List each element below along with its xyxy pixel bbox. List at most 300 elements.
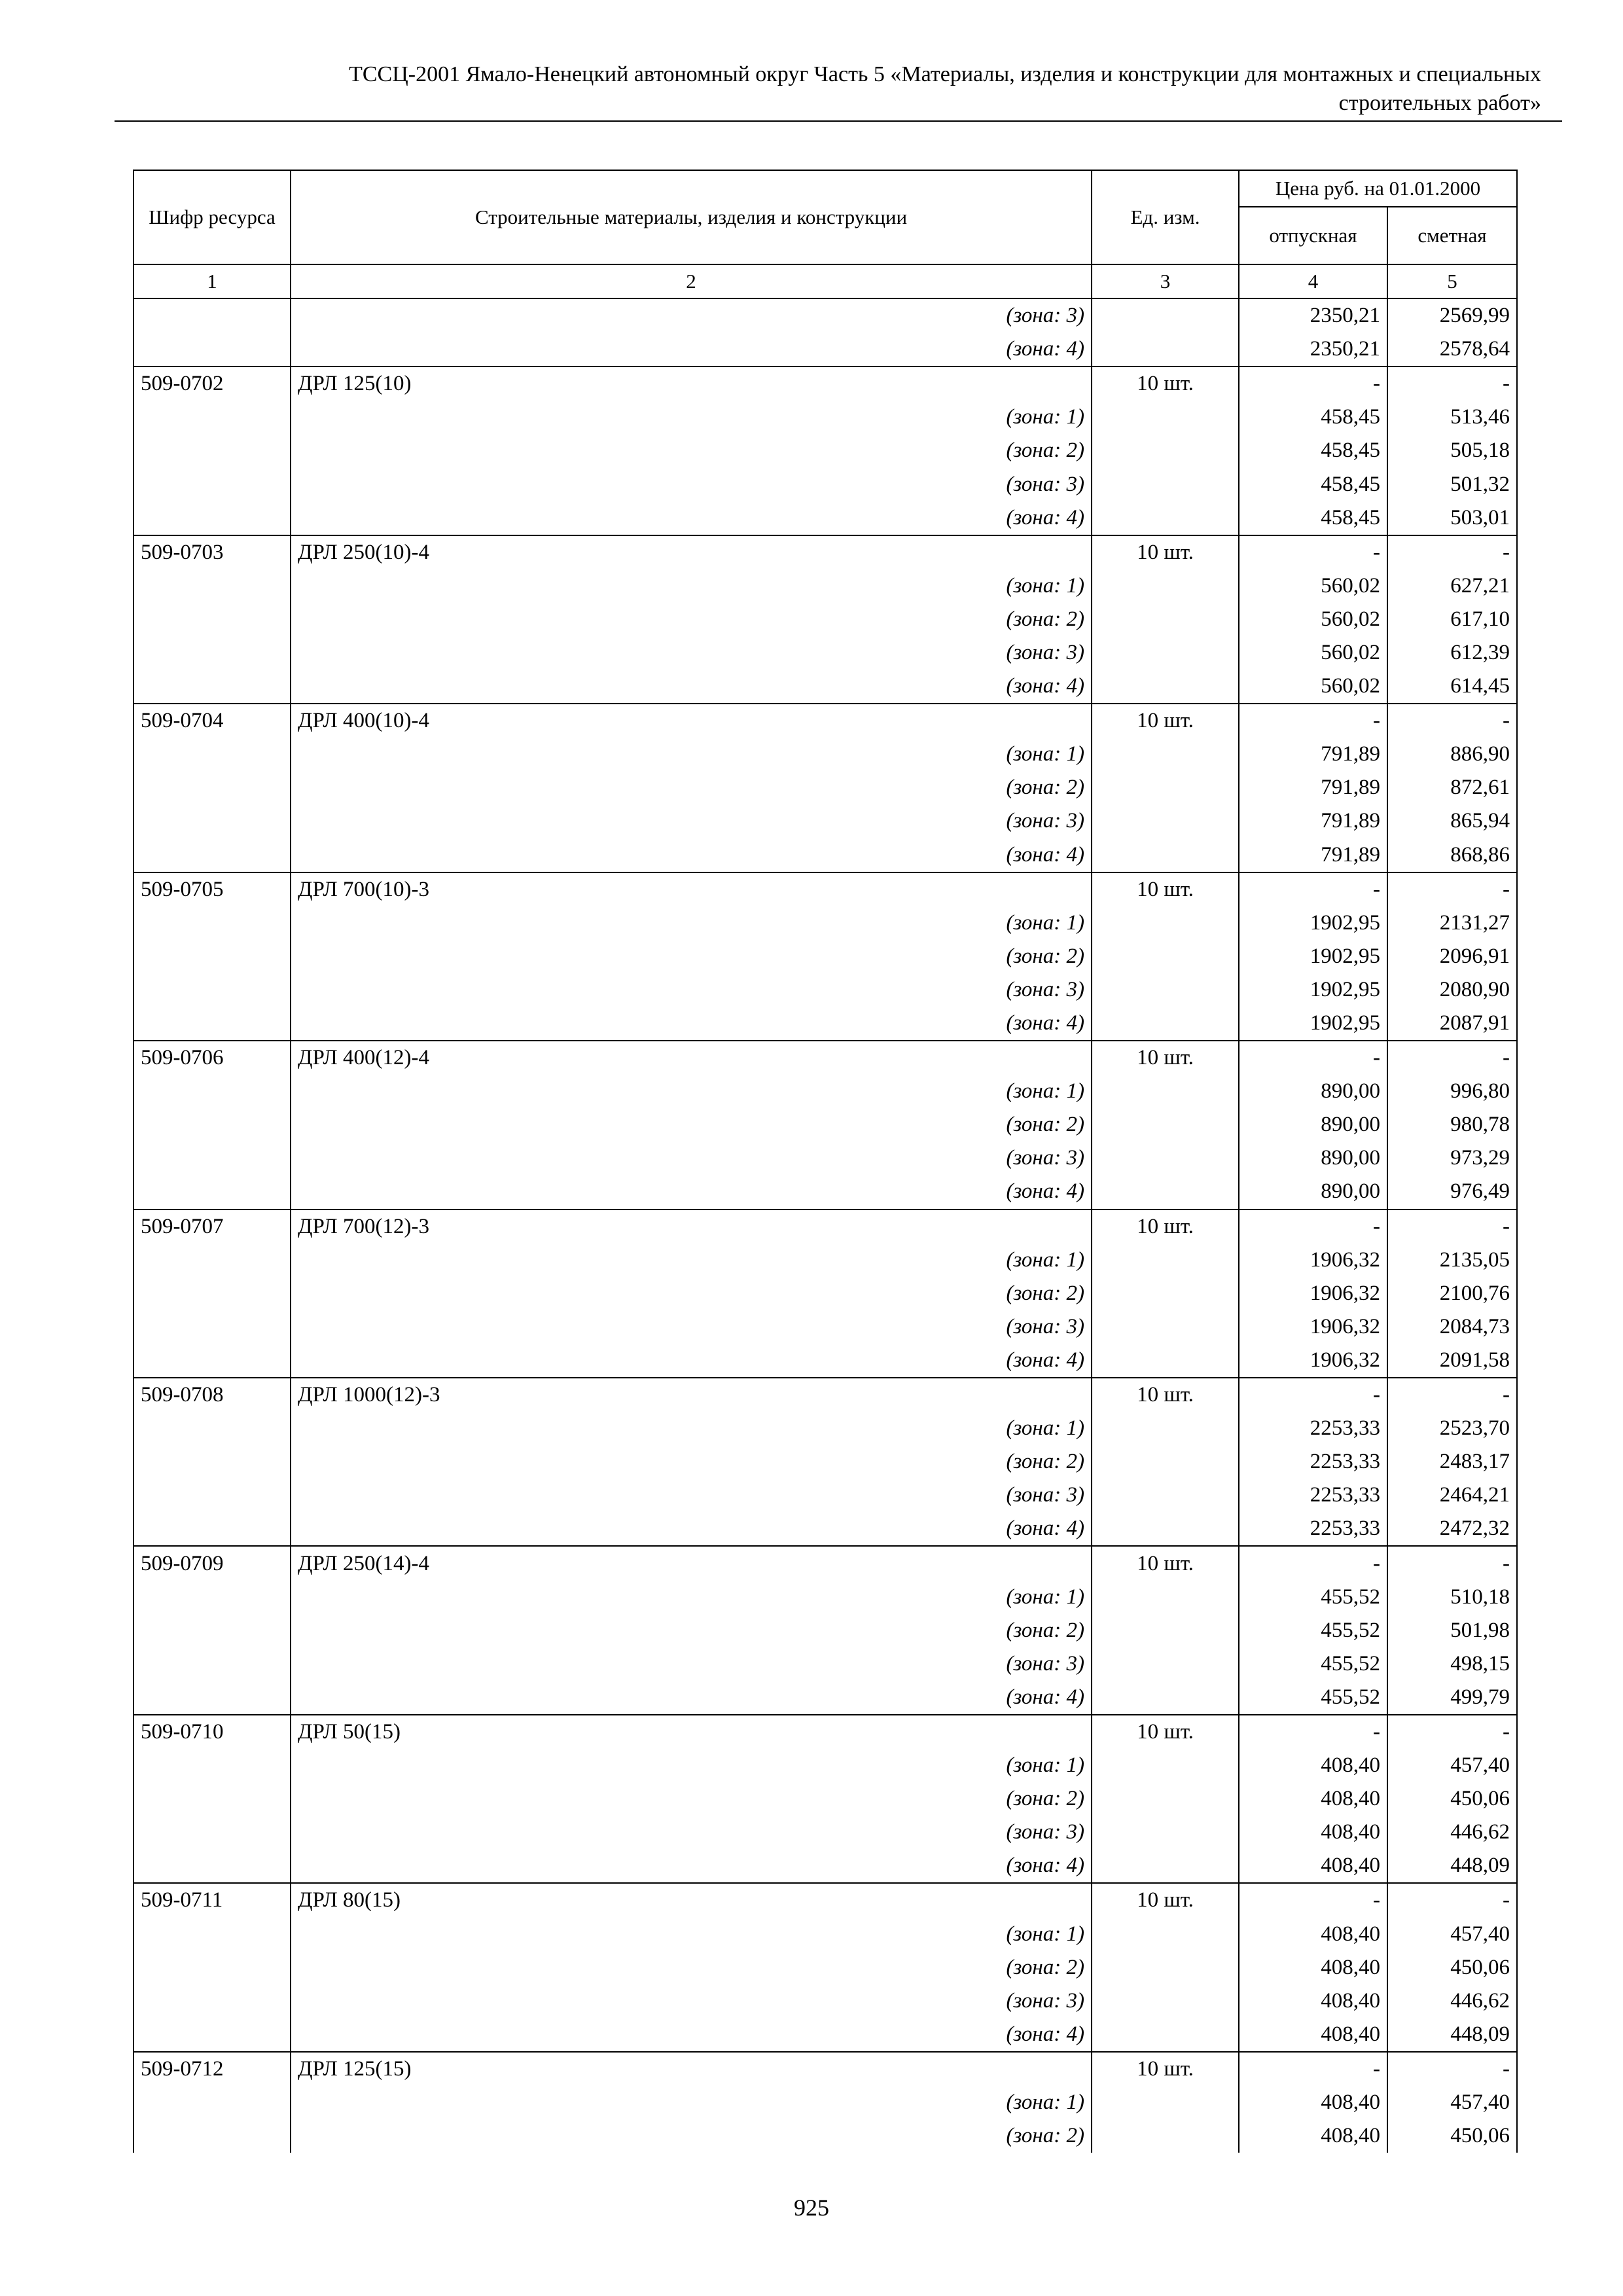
zone-row bbox=[134, 1681, 1517, 1715]
header-line-1: ТССЦ-2001 Ямало-Ненецкий автономный округ Часть 5 «Материалы, изделия и конструкции для монтажных и специальных bbox=[349, 62, 1541, 86]
zone-label: (зона: 3) bbox=[291, 1310, 1092, 1344]
wholesale-price: 408,40 bbox=[1239, 1849, 1387, 1883]
zone-label: (зона: 2) bbox=[291, 771, 1092, 804]
resource-code: 509-0703 bbox=[134, 535, 291, 569]
header-code: Шифр ресурса bbox=[134, 170, 291, 264]
wholesale-price: - bbox=[1239, 1883, 1387, 1917]
zone-row bbox=[134, 1816, 1517, 1849]
estimate-price: 450,06 bbox=[1387, 2119, 1517, 2153]
unit-cell bbox=[1092, 1108, 1239, 1141]
wholesale-price: - bbox=[1239, 1546, 1387, 1580]
wholesale-price: 1906,32 bbox=[1239, 1277, 1387, 1310]
zone-label: (зона: 2) bbox=[291, 1445, 1092, 1479]
wholesale-price: 890,00 bbox=[1239, 1141, 1387, 1175]
wholesale-price: 458,45 bbox=[1239, 401, 1387, 434]
zone-row bbox=[134, 298, 1517, 332]
zone-row bbox=[134, 1918, 1517, 1951]
estimate-price: 446,62 bbox=[1387, 1816, 1517, 1849]
wholesale-price: 2253,33 bbox=[1239, 1512, 1387, 1546]
estimate-price: 2080,90 bbox=[1387, 973, 1517, 1007]
unit-cell bbox=[1092, 906, 1239, 940]
zone-row bbox=[134, 1614, 1517, 1647]
wholesale-price: 1906,32 bbox=[1239, 1244, 1387, 1277]
estimate-price: 457,40 bbox=[1387, 1918, 1517, 1951]
resource-code-cell bbox=[134, 401, 291, 434]
resource-code-cell bbox=[134, 501, 291, 535]
unit-cell bbox=[1092, 467, 1239, 501]
zone-row bbox=[134, 973, 1517, 1007]
zone-row bbox=[134, 501, 1517, 535]
zone-row bbox=[134, 906, 1517, 940]
resource-code-cell bbox=[134, 1141, 291, 1175]
resource-unit: 10 шт. bbox=[1092, 2052, 1239, 2086]
resource-code-cell bbox=[134, 1007, 291, 1041]
wholesale-price: 408,40 bbox=[1239, 2018, 1387, 2052]
resource-code-cell bbox=[134, 434, 291, 467]
estimate-price: 980,78 bbox=[1387, 1108, 1517, 1141]
resource-code-cell bbox=[134, 1681, 291, 1715]
estimate-price: 450,06 bbox=[1387, 1951, 1517, 1984]
wholesale-price: 2350,21 bbox=[1239, 298, 1387, 332]
resource-name: ДРЛ 700(10)-3 bbox=[291, 872, 1092, 906]
resource-unit: 10 шт. bbox=[1092, 1378, 1239, 1412]
zone-label: (зона: 4) bbox=[291, 1849, 1092, 1883]
unit-cell bbox=[1092, 2018, 1239, 2052]
unit-cell bbox=[1092, 973, 1239, 1007]
wholesale-price: 791,89 bbox=[1239, 804, 1387, 838]
estimate-price: - bbox=[1387, 2052, 1517, 2086]
wholesale-price: 890,00 bbox=[1239, 1108, 1387, 1141]
wholesale-price: 408,40 bbox=[1239, 2119, 1387, 2153]
zone-row bbox=[134, 1310, 1517, 1344]
zone-label: (зона: 3) bbox=[291, 467, 1092, 501]
wholesale-price: 1902,95 bbox=[1239, 1007, 1387, 1041]
resource-name: ДРЛ 50(15) bbox=[291, 1715, 1092, 1749]
wholesale-price: 2253,33 bbox=[1239, 1445, 1387, 1479]
zone-label: (зона: 2) bbox=[291, 1782, 1092, 1816]
wholesale-price: 458,45 bbox=[1239, 501, 1387, 535]
resource-code-cell bbox=[134, 1108, 291, 1141]
unit-cell bbox=[1092, 1310, 1239, 1344]
zone-row bbox=[134, 2018, 1517, 2052]
zone-row bbox=[134, 1849, 1517, 1883]
zone-label: (зона: 1) bbox=[291, 1581, 1092, 1614]
unit-cell bbox=[1092, 1244, 1239, 1277]
zone-row bbox=[134, 2119, 1517, 2153]
resource-code: 509-0710 bbox=[134, 1715, 291, 1749]
estimate-price: - bbox=[1387, 1378, 1517, 1412]
wholesale-price: 408,40 bbox=[1239, 1918, 1387, 1951]
resource-code-cell bbox=[134, 1918, 291, 1951]
wholesale-price: 1902,95 bbox=[1239, 906, 1387, 940]
zone-label: (зона: 3) bbox=[291, 1984, 1092, 2018]
resource-row bbox=[134, 1041, 1517, 1075]
resource-code: 509-0704 bbox=[134, 704, 291, 738]
resource-code-cell bbox=[134, 1816, 291, 1849]
unit-cell bbox=[1092, 1918, 1239, 1951]
wholesale-price: 1902,95 bbox=[1239, 973, 1387, 1007]
zone-row bbox=[134, 569, 1517, 603]
resource-name: ДРЛ 80(15) bbox=[291, 1883, 1092, 1917]
zone-label: (зона: 2) bbox=[291, 940, 1092, 973]
resource-code-cell bbox=[134, 1277, 291, 1310]
wholesale-price: 2350,21 bbox=[1239, 332, 1387, 367]
zone-row bbox=[134, 1141, 1517, 1175]
estimate-price: 2464,21 bbox=[1387, 1479, 1517, 1512]
resource-code-cell bbox=[134, 973, 291, 1007]
resource-code-cell bbox=[134, 940, 291, 973]
zone-label: (зона: 1) bbox=[291, 738, 1092, 771]
wholesale-price: 1906,32 bbox=[1239, 1310, 1387, 1344]
resource-code: 509-0708 bbox=[134, 1378, 291, 1412]
zone-label: (зона: 2) bbox=[291, 2119, 1092, 2153]
resource-row bbox=[134, 367, 1517, 401]
wholesale-price: 2253,33 bbox=[1239, 1479, 1387, 1512]
unit-cell bbox=[1092, 1141, 1239, 1175]
zone-row bbox=[134, 1007, 1517, 1041]
resource-unit: 10 шт. bbox=[1092, 1883, 1239, 1917]
zone-label: (зона: 1) bbox=[291, 1244, 1092, 1277]
header-line-2: строительных работ» bbox=[1338, 91, 1541, 115]
estimate-price: 2091,58 bbox=[1387, 1344, 1517, 1378]
resource-code-cell bbox=[134, 332, 291, 367]
resource-code-cell bbox=[134, 1479, 291, 1512]
wholesale-price: - bbox=[1239, 704, 1387, 738]
zone-label: (зона: 1) bbox=[291, 1918, 1092, 1951]
resource-code-cell bbox=[134, 738, 291, 771]
unit-cell bbox=[1092, 434, 1239, 467]
resource-code-cell bbox=[134, 838, 291, 872]
resource-code-cell bbox=[134, 1581, 291, 1614]
estimate-price: 457,40 bbox=[1387, 1749, 1517, 1782]
estimate-price: 612,39 bbox=[1387, 636, 1517, 670]
estimate-price: 2096,91 bbox=[1387, 940, 1517, 973]
resource-code-cell bbox=[134, 1075, 291, 1108]
estimate-price: 457,40 bbox=[1387, 2086, 1517, 2119]
resource-row bbox=[134, 1883, 1517, 1917]
resource-row bbox=[134, 2052, 1517, 2086]
resource-code-cell bbox=[134, 1984, 291, 2018]
zone-row bbox=[134, 1075, 1517, 1108]
resource-code-cell bbox=[134, 1647, 291, 1681]
unit-cell bbox=[1092, 771, 1239, 804]
estimate-price: 499,79 bbox=[1387, 1681, 1517, 1715]
estimate-price: - bbox=[1387, 1210, 1517, 1244]
estimate-price: - bbox=[1387, 872, 1517, 906]
zone-row bbox=[134, 1951, 1517, 1984]
zone-row bbox=[134, 738, 1517, 771]
estimate-price: 2131,27 bbox=[1387, 906, 1517, 940]
resource-code-cell bbox=[134, 1614, 291, 1647]
header-price-group: Цена руб. на 01.01.2000 bbox=[1239, 170, 1517, 207]
resource-code-cell bbox=[134, 771, 291, 804]
wholesale-price: 408,40 bbox=[1239, 1951, 1387, 1984]
unit-cell bbox=[1092, 1512, 1239, 1546]
resource-unit: 10 шт. bbox=[1092, 1715, 1239, 1749]
resource-code: 509-0706 bbox=[134, 1041, 291, 1075]
zone-row bbox=[134, 838, 1517, 872]
zone-label: (зона: 4) bbox=[291, 838, 1092, 872]
resource-code: 509-0709 bbox=[134, 1546, 291, 1580]
estimate-price: - bbox=[1387, 1546, 1517, 1580]
zone-label: (зона: 4) bbox=[291, 1007, 1092, 1041]
resource-row bbox=[134, 872, 1517, 906]
resource-code-cell bbox=[134, 467, 291, 501]
estimate-price: - bbox=[1387, 1041, 1517, 1075]
wholesale-price: - bbox=[1239, 1041, 1387, 1075]
resource-code-cell bbox=[134, 1175, 291, 1209]
resource-name: ДРЛ 400(10)-4 bbox=[291, 704, 1092, 738]
estimate-price: 865,94 bbox=[1387, 804, 1517, 838]
zone-label: (зона: 1) bbox=[291, 1412, 1092, 1445]
zone-row bbox=[134, 332, 1517, 367]
resource-name: ДРЛ 250(14)-4 bbox=[291, 1546, 1092, 1580]
wholesale-price: 408,40 bbox=[1239, 1782, 1387, 1816]
wholesale-price: 560,02 bbox=[1239, 603, 1387, 636]
zone-row bbox=[134, 1175, 1517, 1209]
unit-cell bbox=[1092, 2086, 1239, 2119]
resource-name: ДРЛ 1000(12)-3 bbox=[291, 1378, 1092, 1412]
resource-unit: 10 шт. bbox=[1092, 1546, 1239, 1580]
column-number: 5 bbox=[1387, 264, 1517, 298]
zone-label: (зона: 1) bbox=[291, 1075, 1092, 1108]
zone-row bbox=[134, 434, 1517, 467]
header-name: Строительные материалы, изделия и конструкции bbox=[291, 170, 1092, 264]
estimate-price: 501,98 bbox=[1387, 1614, 1517, 1647]
resource-code-cell bbox=[134, 603, 291, 636]
wholesale-price: 560,02 bbox=[1239, 670, 1387, 704]
unit-cell bbox=[1092, 1075, 1239, 1108]
zone-label: (зона: 3) bbox=[291, 1479, 1092, 1512]
estimate-price: 448,09 bbox=[1387, 1849, 1517, 1883]
resource-code-cell bbox=[134, 1244, 291, 1277]
document-header bbox=[115, 60, 1541, 118]
zone-label: (зона: 1) bbox=[291, 1749, 1092, 1782]
estimate-price: 2483,17 bbox=[1387, 1445, 1517, 1479]
header-wholesale: отпускная bbox=[1239, 207, 1387, 264]
zone-row bbox=[134, 467, 1517, 501]
zone-row bbox=[134, 1445, 1517, 1479]
zone-row bbox=[134, 1412, 1517, 1445]
resource-row bbox=[134, 1378, 1517, 1412]
wholesale-price: 408,40 bbox=[1239, 1749, 1387, 1782]
wholesale-price: 791,89 bbox=[1239, 771, 1387, 804]
unit-cell bbox=[1092, 1614, 1239, 1647]
zone-row bbox=[134, 771, 1517, 804]
wholesale-price: 455,52 bbox=[1239, 1581, 1387, 1614]
zone-label: (зона: 1) bbox=[291, 401, 1092, 434]
zone-row bbox=[134, 670, 1517, 704]
resource-code-cell bbox=[134, 569, 291, 603]
unit-cell bbox=[1092, 2119, 1239, 2153]
wholesale-price: 458,45 bbox=[1239, 467, 1387, 501]
unit-cell bbox=[1092, 1849, 1239, 1883]
estimate-price: 2100,76 bbox=[1387, 1277, 1517, 1310]
resource-unit: 10 шт. bbox=[1092, 367, 1239, 401]
estimate-price: 2523,70 bbox=[1387, 1412, 1517, 1445]
wholesale-price: 408,40 bbox=[1239, 2086, 1387, 2119]
wholesale-price: 1906,32 bbox=[1239, 1344, 1387, 1378]
estimate-price: 513,46 bbox=[1387, 401, 1517, 434]
estimate-price: 450,06 bbox=[1387, 1782, 1517, 1816]
wholesale-price: 458,45 bbox=[1239, 434, 1387, 467]
resource-code-cell bbox=[134, 1344, 291, 1378]
resource-row bbox=[134, 535, 1517, 569]
estimate-price: 2578,64 bbox=[1387, 332, 1517, 367]
zone-row bbox=[134, 1647, 1517, 1681]
estimate-price: 996,80 bbox=[1387, 1075, 1517, 1108]
unit-cell bbox=[1092, 1412, 1239, 1445]
unit-cell bbox=[1092, 1647, 1239, 1681]
resource-code-cell bbox=[134, 1512, 291, 1546]
zone-row bbox=[134, 636, 1517, 670]
unit-cell bbox=[1092, 1782, 1239, 1816]
estimate-price: 503,01 bbox=[1387, 501, 1517, 535]
zone-row bbox=[134, 1344, 1517, 1378]
resource-code: 509-0702 bbox=[134, 367, 291, 401]
zone-label: (зона: 3) bbox=[291, 298, 1092, 332]
resource-row bbox=[134, 1715, 1517, 1749]
estimate-price: - bbox=[1387, 1883, 1517, 1917]
estimate-price: 2472,32 bbox=[1387, 1512, 1517, 1546]
wholesale-price: 791,89 bbox=[1239, 838, 1387, 872]
resource-name: ДРЛ 125(10) bbox=[291, 367, 1092, 401]
zone-row bbox=[134, 2086, 1517, 2119]
wholesale-price: - bbox=[1239, 1715, 1387, 1749]
zone-label: (зона: 4) bbox=[291, 670, 1092, 704]
estimate-price: 627,21 bbox=[1387, 569, 1517, 603]
unit-cell bbox=[1092, 738, 1239, 771]
estimate-price: 2087,91 bbox=[1387, 1007, 1517, 1041]
zone-row bbox=[134, 1512, 1517, 1546]
unit-cell bbox=[1092, 501, 1239, 535]
estimate-price: 505,18 bbox=[1387, 434, 1517, 467]
resource-unit: 10 шт. bbox=[1092, 1041, 1239, 1075]
resource-unit: 10 шт. bbox=[1092, 1210, 1239, 1244]
zone-row bbox=[134, 940, 1517, 973]
zone-label: (зона: 4) bbox=[291, 2018, 1092, 2052]
estimate-price: 501,32 bbox=[1387, 467, 1517, 501]
zone-label: (зона: 4) bbox=[291, 501, 1092, 535]
zone-label: (зона: 2) bbox=[291, 1277, 1092, 1310]
unit-cell bbox=[1092, 1681, 1239, 1715]
estimate-price: 868,86 bbox=[1387, 838, 1517, 872]
zone-label: (зона: 3) bbox=[291, 1647, 1092, 1681]
resource-unit: 10 шт. bbox=[1092, 872, 1239, 906]
zone-row bbox=[134, 603, 1517, 636]
wholesale-price: - bbox=[1239, 1378, 1387, 1412]
zone-label: (зона: 3) bbox=[291, 1141, 1092, 1175]
wholesale-price: 408,40 bbox=[1239, 1816, 1387, 1849]
unit-cell bbox=[1092, 1479, 1239, 1512]
wholesale-price: - bbox=[1239, 872, 1387, 906]
zone-label: (зона: 2) bbox=[291, 434, 1092, 467]
wholesale-price: 455,52 bbox=[1239, 1647, 1387, 1681]
unit-cell bbox=[1092, 838, 1239, 872]
wholesale-price: 408,40 bbox=[1239, 1984, 1387, 2018]
resource-code-cell bbox=[134, 1749, 291, 1782]
estimate-price: 498,15 bbox=[1387, 1647, 1517, 1681]
unit-cell bbox=[1092, 1749, 1239, 1782]
resource-name: ДРЛ 400(12)-4 bbox=[291, 1041, 1092, 1075]
zone-label: (зона: 3) bbox=[291, 636, 1092, 670]
zone-label: (зона: 1) bbox=[291, 906, 1092, 940]
zone-label: (зона: 2) bbox=[291, 603, 1092, 636]
resource-name: ДРЛ 250(10)-4 bbox=[291, 535, 1092, 569]
zone-row bbox=[134, 1244, 1517, 1277]
unit-cell bbox=[1092, 670, 1239, 704]
resource-code-cell bbox=[134, 2086, 291, 2119]
resource-code: 509-0707 bbox=[134, 1210, 291, 1244]
unit-cell bbox=[1092, 1445, 1239, 1479]
resource-name: ДРЛ 700(12)-3 bbox=[291, 1210, 1092, 1244]
wholesale-price: - bbox=[1239, 535, 1387, 569]
zone-row bbox=[134, 1277, 1517, 1310]
unit-cell bbox=[1092, 636, 1239, 670]
resource-code-cell bbox=[134, 1310, 291, 1344]
zone-row bbox=[134, 804, 1517, 838]
wholesale-price: 890,00 bbox=[1239, 1075, 1387, 1108]
resource-unit: 10 шт. bbox=[1092, 704, 1239, 738]
resource-code-cell bbox=[134, 298, 291, 332]
resource-code-cell bbox=[134, 1782, 291, 1816]
wholesale-price: 560,02 bbox=[1239, 569, 1387, 603]
zone-label: (зона: 4) bbox=[291, 1175, 1092, 1209]
zone-label: (зона: 3) bbox=[291, 804, 1092, 838]
resource-code-cell bbox=[134, 1951, 291, 1984]
resource-code-cell bbox=[134, 906, 291, 940]
resource-code-cell bbox=[134, 1849, 291, 1883]
unit-cell bbox=[1092, 1344, 1239, 1378]
zone-label: (зона: 3) bbox=[291, 1816, 1092, 1849]
resource-name: ДРЛ 125(15) bbox=[291, 2052, 1092, 2086]
zone-row bbox=[134, 1782, 1517, 1816]
estimate-price: 617,10 bbox=[1387, 603, 1517, 636]
resource-code: 509-0705 bbox=[134, 872, 291, 906]
estimate-price: 973,29 bbox=[1387, 1141, 1517, 1175]
estimate-price: 2135,05 bbox=[1387, 1244, 1517, 1277]
column-number: 4 bbox=[1239, 264, 1387, 298]
zone-row bbox=[134, 1984, 1517, 2018]
estimate-price: - bbox=[1387, 535, 1517, 569]
wholesale-price: - bbox=[1239, 367, 1387, 401]
unit-cell bbox=[1092, 298, 1239, 332]
wholesale-price: 455,52 bbox=[1239, 1614, 1387, 1647]
resource-code: 509-0711 bbox=[134, 1883, 291, 1917]
zone-row bbox=[134, 1749, 1517, 1782]
estimate-price: 614,45 bbox=[1387, 670, 1517, 704]
resource-code: 509-0712 bbox=[134, 2052, 291, 2086]
unit-cell bbox=[1092, 1277, 1239, 1310]
unit-cell bbox=[1092, 401, 1239, 434]
resource-unit: 10 шт. bbox=[1092, 535, 1239, 569]
estimate-price: 448,09 bbox=[1387, 2018, 1517, 2052]
estimate-price: - bbox=[1387, 1715, 1517, 1749]
estimate-price: - bbox=[1387, 367, 1517, 401]
zone-row bbox=[134, 1479, 1517, 1512]
unit-cell bbox=[1092, 1175, 1239, 1209]
wholesale-price: - bbox=[1239, 2052, 1387, 2086]
zone-label: (зона: 4) bbox=[291, 1344, 1092, 1378]
estimate-price: 2569,99 bbox=[1387, 298, 1517, 332]
header-divider bbox=[115, 120, 1562, 122]
resource-code-cell bbox=[134, 670, 291, 704]
zone-label: (зона: 2) bbox=[291, 1108, 1092, 1141]
estimate-price: 872,61 bbox=[1387, 771, 1517, 804]
estimate-price: 510,18 bbox=[1387, 1581, 1517, 1614]
zone-row bbox=[134, 1581, 1517, 1614]
zone-label: (зона: 1) bbox=[291, 569, 1092, 603]
